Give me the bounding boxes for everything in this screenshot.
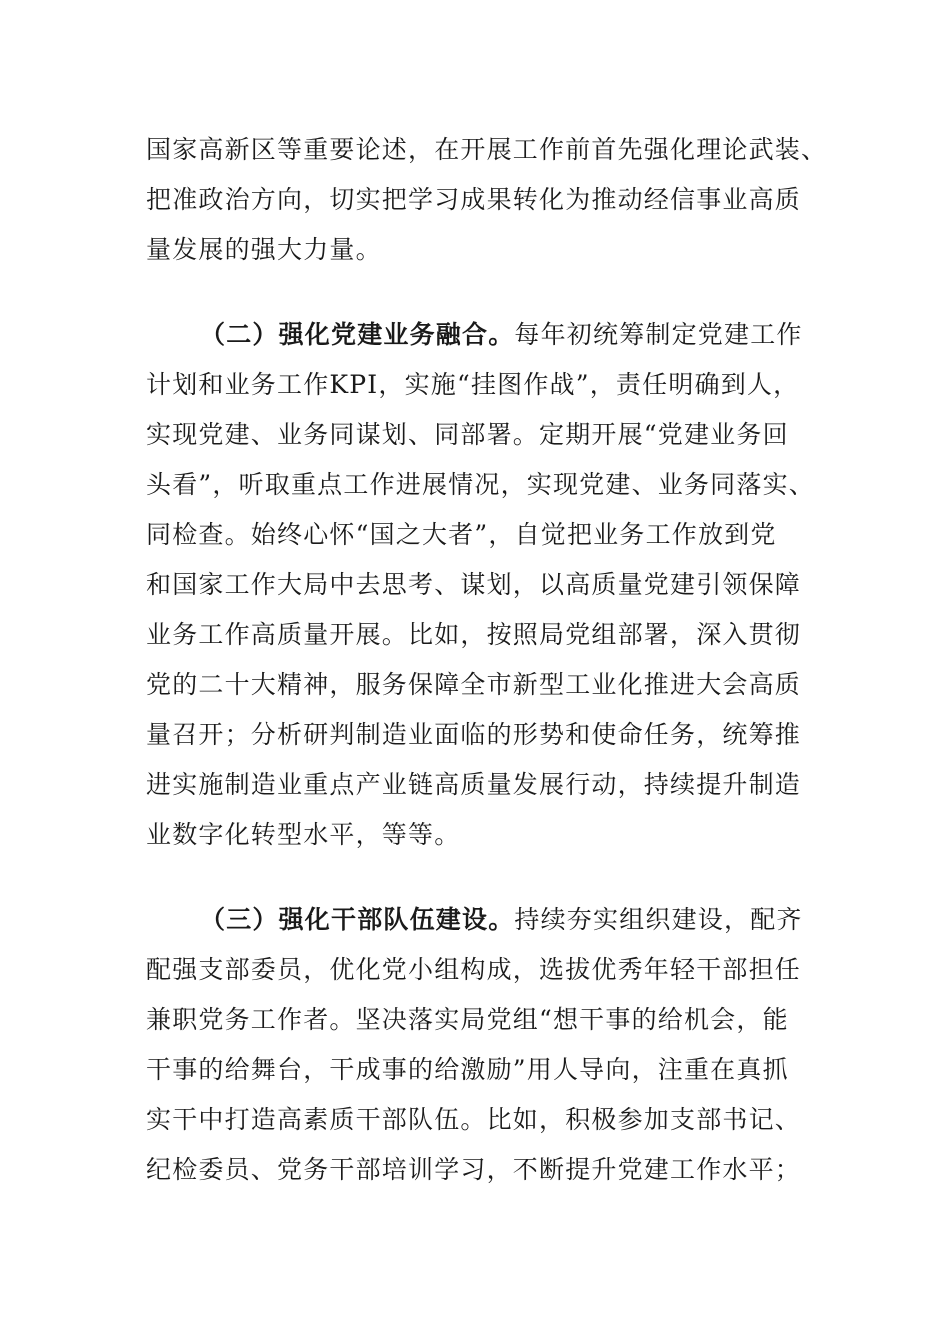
paragraph1-line-2: 把准政治方向，切实把学习成果转化为推动经信事业高质 <box>146 185 802 214</box>
paragraph3-line-6: 纪检委员、党务干部培训学习，不断提升党建工作水平； <box>146 1155 802 1184</box>
paragraph3-line-4: 干事的给舞台，干成事的给激励”用人导向，注重在真抓 <box>146 1055 789 1084</box>
paragraph2-line-4: 头看”，听取重点工作进展情况，实现党建、业务同落实、 <box>146 470 815 499</box>
paragraph2-first-line <box>200 317 806 353</box>
paragraph2-line-10: 进实施制造业重点产业链高质量发展行动，持续提升制造 <box>146 770 802 799</box>
paragraph3-line-3: 兼职党务工作者。坚决落实局党组“想干事的给机会，能 <box>146 1005 789 1034</box>
paragraph3-heading: （三）强化干部队伍建设。 <box>200 905 515 934</box>
paragraph1-line-3: 量发展的强大力量。 <box>146 235 382 264</box>
paragraph2-line-7: 业务工作高质量开展。比如，按照局党组部署，深入贯彻 <box>146 620 802 649</box>
paragraph2-line-6: 和国家工作大局中去思考、谋划，以高质量党建引领保障 <box>146 570 802 599</box>
paragraph2-first-line-text: 每年初统筹制定党建工作 <box>514 320 803 349</box>
paragraph2-line-5: 同检查。始终心怀“国之大者”，自觉把业务工作放到党 <box>146 520 777 549</box>
paragraph3-first-line <box>200 902 806 938</box>
paragraph2-line-9: 量召开；分析研判制造业面临的形势和使命任务，统筹推 <box>146 720 802 749</box>
paragraph2-line-8: 党的二十大精神，服务保障全市新型工业化推进大会高质 <box>146 670 802 699</box>
paragraph2-line-3: 实现党建、业务同谋划、同部署。定期开展“党建业务回 <box>146 420 789 449</box>
paragraph2-line-11: 业数字化转型水平，等等。 <box>146 820 461 849</box>
paragraph1-line-1: 国家高新区等重要论述，在开展工作前首先强化理论武装、 <box>146 135 828 164</box>
paragraph2-line-2: 计划和业务工作KPI，实施“挂图作战”，责任明确到人， <box>146 370 800 399</box>
paragraph2-heading: （二）强化党建业务融合。 <box>200 320 515 349</box>
paragraph3-first-line-text: 持续夯实组织建设，配齐 <box>514 905 803 934</box>
paragraph3-line-5: 实干中打造高素质干部队伍。比如，积极参加支部书记、 <box>146 1105 802 1134</box>
paragraph3-line-2: 配强支部委员，优化党小组构成，选拔优秀年轻干部担任 <box>146 955 802 984</box>
